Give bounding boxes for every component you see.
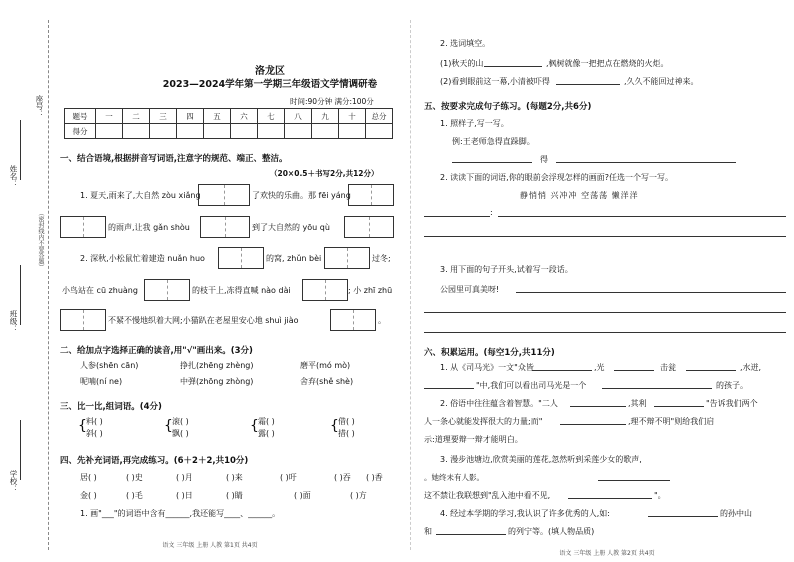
s6-text: ,理不辩不明"则给我们启	[628, 417, 715, 426]
idiom-blank[interactable]: ( )毛	[126, 491, 143, 500]
answer-blank[interactable]	[654, 406, 704, 407]
idiom-blank[interactable]: ( )香	[366, 473, 383, 482]
s1-text: ; 小 zhī zhū	[348, 286, 393, 295]
compare-word[interactable]: 露( )	[258, 429, 275, 438]
s1-text: 的窝, zhǔn bèi	[266, 254, 322, 263]
score-cell[interactable]	[258, 124, 285, 139]
answer-line[interactable]	[424, 312, 786, 313]
s1-text: 小鸟站在 cū zhuàng	[62, 286, 138, 295]
idiom-blank[interactable]: 金( )	[80, 491, 97, 500]
section-1-score: （20×0.5＋书写2分,共12分）	[270, 169, 379, 178]
answer-blank[interactable]	[648, 516, 718, 517]
answer-blank[interactable]	[560, 424, 626, 425]
exam-title: 2023—2024学年第一学期三年级语文学情调研卷	[162, 79, 378, 90]
s5-q1: 1. 照样子,写一写。	[440, 119, 509, 128]
seal-warning: （密封线内不要答题）	[37, 210, 44, 270]
district-title: 洛龙区	[255, 66, 285, 77]
idiom-blank[interactable]: ( )日	[176, 491, 193, 500]
compare-word[interactable]: 斜( )	[86, 429, 103, 438]
score-table	[64, 108, 393, 139]
s6-text: "。	[654, 491, 666, 500]
answer-line[interactable]	[424, 332, 786, 333]
section-3-title: 三、比一比,组词语。(4分)	[60, 402, 162, 412]
score-cell[interactable]	[312, 124, 339, 139]
idiom-blank[interactable]: ( )面	[294, 491, 311, 500]
exam-meta: 时间:90分钟 满分:100分	[290, 97, 374, 106]
s6-text: 3. 漫步池塘边,欣赏美丽的莲花,忽然听到采莲少女的歌声,	[440, 455, 642, 464]
s6-text: 2. 俗语中往往蕴含着智慧。"二人	[440, 399, 558, 408]
s6-text: 4. 经过本学期的学习,我认识了许多优秀的人,如:	[440, 509, 610, 518]
pinyin-grid[interactable]	[198, 184, 250, 206]
score-head: 九	[312, 109, 339, 124]
score-head: 六	[231, 109, 258, 124]
s6-text: 的列宁等。(填人物品质)	[508, 527, 595, 536]
compare-word[interactable]: 飘( )	[172, 429, 189, 438]
s5-colon: :	[490, 208, 493, 217]
section-5-title: 五、按要求完成句子练习。(每题2分,共6分)	[424, 102, 592, 112]
s6-text: 。她终未有人影。	[424, 473, 484, 482]
pinyin-grid[interactable]	[60, 216, 106, 238]
idiom-blank[interactable]: ( )方	[350, 491, 367, 500]
pinyin-grid[interactable]	[348, 184, 394, 206]
s4-question-2: 2. 选词填空。	[440, 39, 491, 48]
score-head: 二	[123, 109, 150, 124]
idiom-blank[interactable]: 居( )	[80, 473, 97, 482]
score-head: 八	[285, 109, 312, 124]
answer-blank[interactable]	[484, 66, 542, 67]
s6-text: 和	[424, 527, 432, 536]
score-cell[interactable]	[285, 124, 312, 139]
score-head: 总分	[366, 109, 393, 124]
score-cell[interactable]	[177, 124, 204, 139]
score-label: 得分	[65, 124, 96, 139]
score-head: 七	[258, 109, 285, 124]
s6-text: 的孩子。	[716, 381, 748, 390]
school-field[interactable]	[20, 420, 21, 480]
idiom-blank[interactable]: ( )史	[126, 473, 143, 482]
s1-text: 不紧不慢地织着大网;小猫趴在老屋里安心地 shuì jiào	[108, 316, 299, 325]
pinyin-grid[interactable]	[302, 279, 348, 301]
compare-word[interactable]: 滚( )	[172, 417, 189, 426]
fill-text: (1)秋天的山	[440, 59, 484, 68]
idiom-blank[interactable]: ( )月	[176, 473, 193, 482]
pinyin-grid[interactable]	[324, 247, 370, 269]
seal-line	[48, 20, 49, 550]
reading-choice[interactable]: 人参(shēn cān)	[80, 361, 139, 370]
s6-text: 人一条心就能发挥很大的力量;而"	[424, 417, 543, 426]
idiom-blank[interactable]: ( )来	[226, 473, 243, 482]
compare-word[interactable]: 料( )	[86, 417, 103, 426]
section-4-title: 四、先补充词语,再完成练习。(6＋2＋2,共10分)	[60, 456, 249, 466]
answer-blank[interactable]	[568, 498, 652, 499]
s5-q3: 3. 用下面的句子开头,试着写一段话。	[440, 265, 573, 274]
compare-word[interactable]: 霜( )	[258, 417, 275, 426]
s5-words: 静悄悄 兴冲冲 空荡荡 懒洋洋	[520, 191, 639, 200]
page-footer-right: 语文 三年级 上册 人教 第2页 共4页	[559, 550, 655, 557]
score-head: 题号	[65, 109, 96, 124]
answer-line[interactable]	[516, 292, 786, 293]
answer-blank[interactable]	[602, 388, 712, 389]
s1-text: 到了大自然的 yōu qù	[252, 223, 330, 232]
s6-text: "告诉我们两个	[706, 399, 758, 408]
reading-choice[interactable]: 磨平(mó mò)	[300, 361, 351, 370]
s4-question-1: 1. 画"___"的词语中含有______,我还能写____、______。	[80, 509, 281, 518]
pinyin-grid[interactable]	[144, 279, 190, 301]
fill-text: (2)看到眼前这一幕,小清被吓得	[440, 77, 550, 86]
score-cell[interactable]	[123, 124, 150, 139]
answer-blank[interactable]	[424, 388, 474, 389]
score-cell[interactable]	[339, 124, 366, 139]
score-head: 五	[204, 109, 231, 124]
seat-label: 座号：	[35, 95, 44, 118]
s5-q2: 2. 读读下面的词语,你的眼前会浮现怎样的画面?任选一个写一写。	[440, 173, 673, 182]
s1-text: 的雨声,让我 gǎn shòu	[108, 223, 190, 232]
pinyin-grid[interactable]	[200, 216, 250, 238]
score-head: 三	[150, 109, 177, 124]
s1-text: 过冬;	[372, 254, 391, 263]
s6-text: ,其利	[628, 399, 647, 408]
section-6-title: 六、积累运用。(每空1分,共11分)	[424, 348, 555, 358]
pinyin-grid[interactable]	[60, 309, 106, 331]
idiom-blank[interactable]: ( )睛	[226, 491, 243, 500]
idiom-blank[interactable]: ( )吁	[280, 473, 297, 482]
s1-text: 了欢快的乐曲。那 fēi yáng	[252, 191, 351, 200]
idiom-blank[interactable]: ( )吞	[334, 473, 351, 482]
score-cell[interactable]	[204, 124, 231, 139]
answer-blank[interactable]	[436, 534, 506, 535]
score-cell[interactable]	[96, 124, 123, 139]
pinyin-grid[interactable]	[344, 216, 394, 238]
answer-blank[interactable]	[598, 480, 670, 481]
s6-text: 1. 从《司马光》一文"众皆	[440, 363, 534, 372]
s6-text: 这不禁让我联想到"乱入池中看不见,	[424, 491, 551, 500]
answer-blank[interactable]	[556, 162, 736, 163]
s5-park: 公园里可真美呀!	[440, 285, 500, 294]
pinyin-grid[interactable]	[218, 247, 264, 269]
score-cell[interactable]	[231, 124, 258, 139]
reading-choice[interactable]: 挣扎(zhēng zhèng)	[180, 361, 254, 370]
score-head: 四	[177, 109, 204, 124]
section-2-title: 二、给加点字选择正确的读音,用"√"画出来。(3分)	[60, 346, 253, 356]
fill-text: ,久久不能回过神来。	[624, 77, 699, 86]
s1-text: 。	[378, 316, 386, 325]
reading-choice[interactable]: 中弹(zhōng zhòng)	[180, 377, 254, 386]
s1-text: 2. 深秋,小松鼠忙着建造 nuǎn huo	[80, 254, 205, 263]
fill-text: ,枫树就像一把把点在燃烧的火炬。	[546, 59, 669, 68]
answer-blank[interactable]	[532, 370, 592, 371]
answer-blank[interactable]	[570, 406, 626, 407]
answer-blank[interactable]	[686, 370, 736, 371]
reading-choice[interactable]: 呢喃(ní ne)	[80, 377, 123, 386]
page-footer-left: 语文 三年级 上册 人教 第1页 共4页	[162, 542, 258, 549]
class-label: 班级：	[9, 310, 18, 333]
page-divider	[410, 20, 411, 550]
name-field[interactable]	[20, 120, 21, 180]
s5-mid: 得	[540, 155, 548, 164]
answer-blank[interactable]	[452, 162, 532, 163]
answer-line[interactable]	[424, 236, 786, 237]
answer-blank[interactable]	[556, 84, 620, 85]
section-1-title: 一、结合语境,根据拼音写词语,注意字的规范、端正、整洁。	[60, 154, 288, 164]
s6-text: ,光	[594, 363, 605, 372]
school-label: 学校：	[9, 470, 18, 493]
s6-text: 击瓮	[660, 363, 676, 372]
compare-word[interactable]: 借( )	[338, 417, 355, 426]
class-field[interactable]	[20, 265, 21, 325]
score-cell[interactable]	[150, 124, 177, 139]
answer-line[interactable]	[498, 216, 786, 217]
name-label: 姓名：	[9, 165, 18, 188]
s1-text: 的枝干上,冻得直喊 nào dài	[192, 286, 291, 295]
s6-text: 的孙中山	[720, 509, 752, 518]
reading-choice[interactable]: 舍弃(shě shè)	[300, 377, 354, 386]
s1-text: 1. 夏天,雨来了,大自然 zòu xiǎng	[80, 191, 201, 200]
s6-text: 示:道理要辩一辩才能明白。	[424, 435, 523, 444]
s6-text: "中,我们可以看出司马光是一个	[476, 381, 587, 390]
compare-word[interactable]: 措( )	[338, 429, 355, 438]
answer-blank[interactable]	[424, 216, 490, 217]
s6-text: ,水迸,	[740, 363, 762, 372]
score-head: 十	[339, 109, 366, 124]
score-cell[interactable]	[366, 124, 393, 139]
pinyin-grid[interactable]	[330, 309, 376, 331]
s5-example: 例:王老师急得直跺脚。	[452, 137, 535, 146]
answer-blank[interactable]	[614, 370, 654, 371]
score-head: 一	[96, 109, 123, 124]
